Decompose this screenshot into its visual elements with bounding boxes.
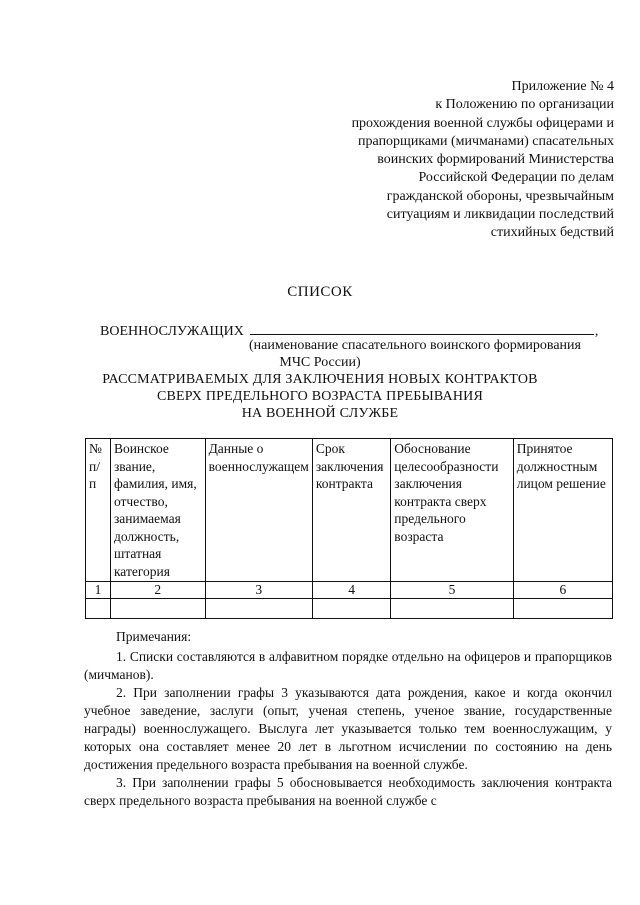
annex-line: Приложение № 4 [511, 79, 614, 94]
subject-comma: , [594, 324, 599, 339]
unit-caption: (наименование спасательного воинского формирования [249, 338, 581, 353]
annex-line: Российской Федерации по делам [418, 170, 614, 186]
annex-line: прохождения военной службы офицерами и [351, 115, 614, 131]
unit-caption: МЧС России) [279, 355, 361, 370]
table-header-cell: Обоснование целесообразности заключения контракта сверх предельного возраста [391, 439, 513, 582]
list-heading: СВЕРХ ПРЕДЕЛЬНОГО ВОЗРАСТА ПРЕБЫВАНИЯ [156, 389, 483, 404]
column-number: 5 [391, 582, 513, 599]
note-item: 2. При заполнении графы 3 указываются дата рождения, какое и когда окончил учебное заведение, заслуги (опыт, ученая степень, ученое звание, государственные награды) военнослужащего. Выслуга лет указывается только тем военнослужащим, у которых она составляет менее 20 лет в льготном исчислении по состоянию на день достижения предельного возраста пребывания на военной службе. [84, 685, 612, 772]
column-number: 1 [86, 582, 111, 599]
column-number: 3 [205, 582, 312, 599]
table-cell [86, 599, 111, 619]
table-cell [513, 599, 612, 619]
annex-line: к Положению по организации [435, 97, 614, 113]
subject-line [100, 320, 598, 340]
table-header-cell: № п/п [86, 439, 111, 582]
annex-line: стихийных бедствий [490, 225, 614, 241]
note-item: 1. Списки составляются в алфавитном порядке отдельно на офицеров и прапорщиков (мичманов). [84, 649, 612, 682]
column-number-row [86, 582, 613, 599]
annex-line: воинских формирований Министерства [377, 152, 614, 168]
table-cell [205, 599, 312, 619]
table-header-cell: Принятое должностным лицом решение [513, 439, 612, 582]
column-number: 2 [110, 582, 205, 599]
subject-label: ВОЕННОСЛУЖАЩИХ [100, 324, 244, 339]
annex-reference [314, 78, 614, 243]
table-header-cell: Срок заключения контракта [312, 439, 390, 582]
column-number: 6 [513, 582, 612, 599]
annex-line: прапорщиками (мичманами) спасательных [358, 133, 614, 149]
column-number: 4 [312, 582, 390, 599]
note-item: 3. При заполнении графы 5 обосновывается необходимость заключения контракта сверх предельного возраста пребывания на военной службе с [84, 775, 612, 808]
notes-heading: Примечания: [116, 629, 192, 644]
document-title: СПИСОК [287, 284, 353, 300]
annex-line: гражданской обороны, чрезвычайным [386, 188, 614, 204]
table-header-cell: Данные о военнослужащем [205, 439, 312, 582]
table-header-row [86, 439, 613, 582]
table-row [86, 599, 613, 619]
notes-section [84, 628, 612, 810]
list-heading: РАССМАТРИВАЕМЫХ ДЛЯ ЗАКЛЮЧЕНИЯ НОВЫХ КОНТРАКТОВ [102, 372, 538, 387]
fill-in-blank-line [250, 320, 594, 335]
table-cell [391, 599, 513, 619]
list-heading: НА ВОЕННОЙ СЛУЖБЕ [241, 406, 399, 421]
table-cell [110, 599, 205, 619]
personnel-table [85, 438, 613, 619]
annex-line: ситуациям и ликвидации последствий [386, 207, 614, 223]
table-cell [312, 599, 390, 619]
table-header-cell: Воинское звание, фамилия, имя, отчество, занимаемая должность, штатная категория [110, 439, 205, 582]
